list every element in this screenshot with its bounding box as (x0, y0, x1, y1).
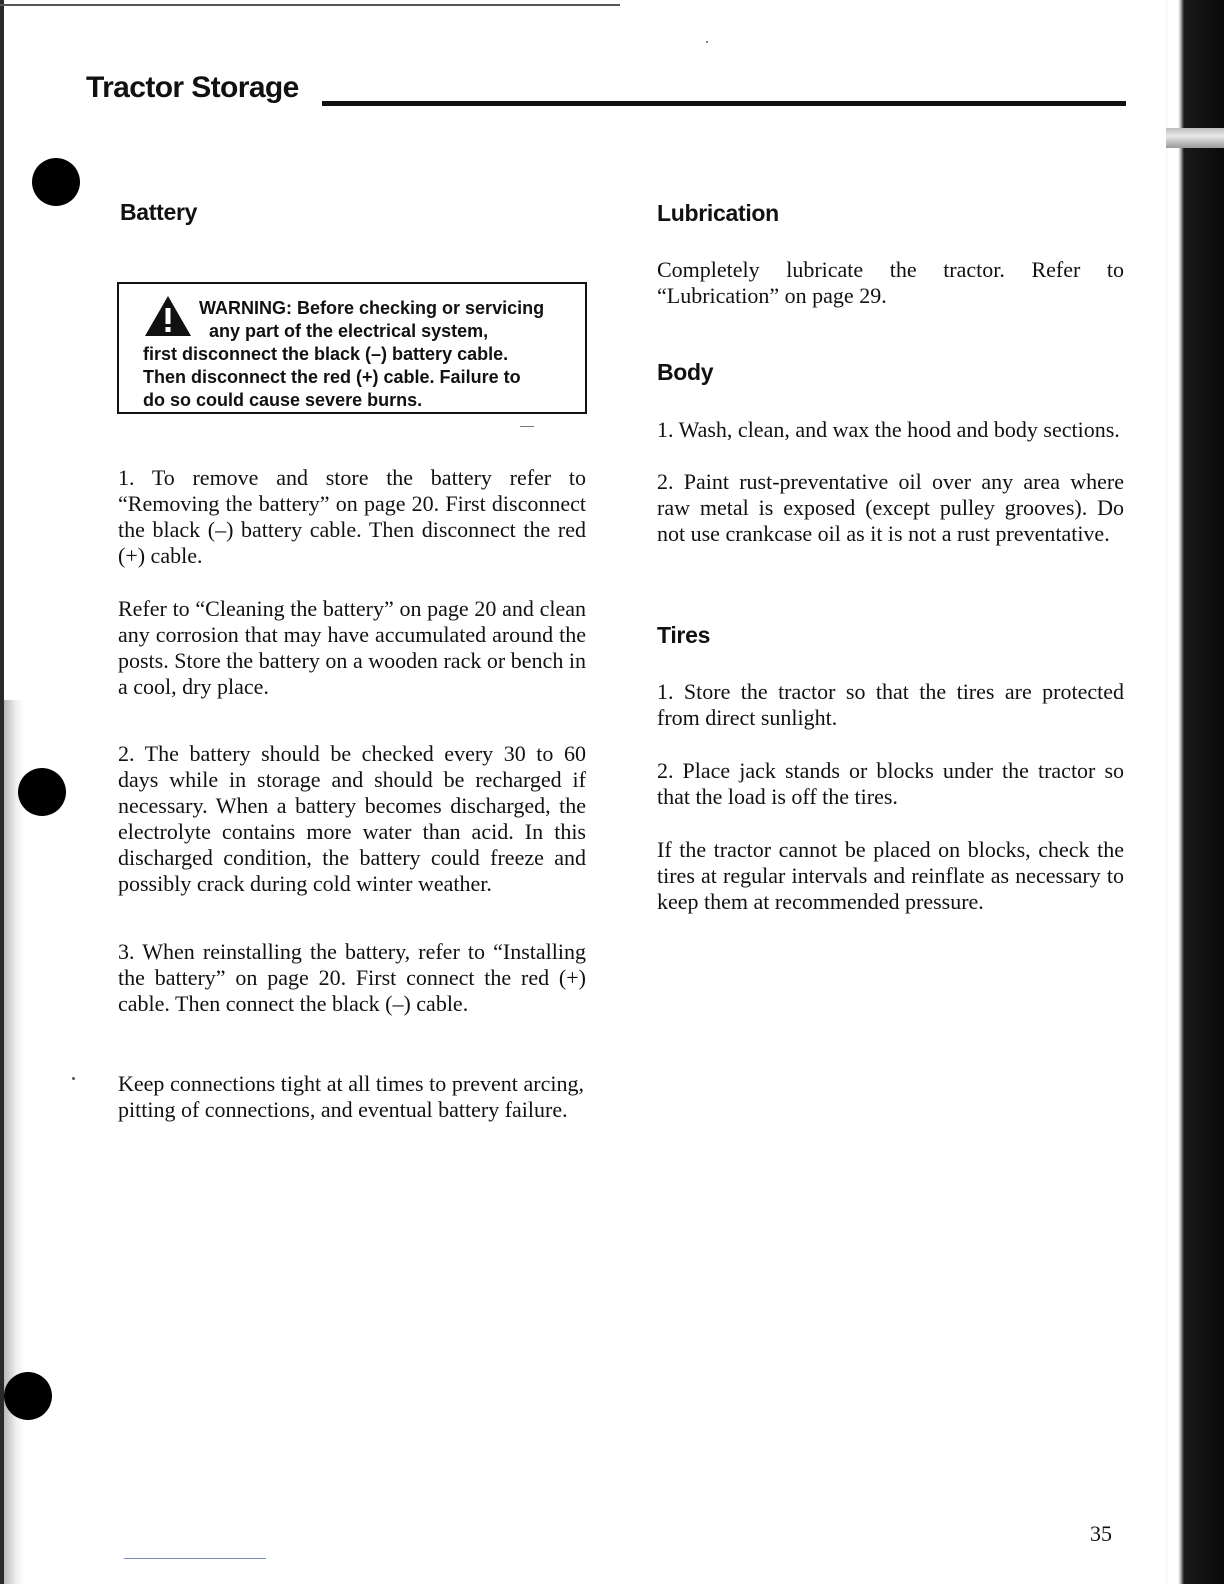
scan-shadow-left (4, 700, 24, 1584)
battery-paragraph-4: 3. When reinstalling the battery, refer to “Installing the battery” on page 20. First connect the red (+) cable. Then connect the black (–) cable. (118, 939, 586, 1016)
bottom-rule (124, 1558, 266, 1559)
warning-line-2: any part of the electrical system, (209, 321, 489, 341)
warning-line-4: Then disconnect the red (+) cable. Failure to (143, 367, 521, 387)
battery-paragraph-3: 2. The battery should be checked every 30 to 60 days while in storage and should be recharged if necessary. When a battery becomes discharged, the electrolyte contains more water than acid. In this discharged condition, the battery could freeze and possibly crack during cold winter weather. (118, 741, 586, 896)
tires-heading: Tires (657, 622, 711, 648)
lubrication-text: Completely lubricate the tractor. Refer to “Lubrication” on page 29. (657, 257, 1124, 308)
scan-speck (706, 41, 708, 43)
punch-hole-middle (18, 768, 66, 816)
body-heading: Body (657, 359, 714, 385)
title-rule (322, 101, 1126, 106)
punch-hole-top (32, 158, 80, 206)
scan-speck (72, 1077, 75, 1080)
body-item-1: 1. Wash, clean, and wax the hood and body sections. (657, 417, 1120, 442)
battery-heading: Battery (120, 199, 198, 225)
tires-item-2: 2. Place jack stands or blocks under the tractor so that the load is off the tires. (657, 758, 1124, 809)
warning-triangle-icon (143, 294, 193, 338)
page-title: Tractor Storage (86, 71, 299, 104)
warning-line-5: do so could cause severe burns. (143, 390, 423, 410)
battery-paragraph-1: 1. To remove and store the battery refer to “Removing the battery” on page 20. First disconnect the black (–) battery cable. Then disconnect the red (+) cable. (118, 465, 586, 568)
punch-hole-bottom (4, 1372, 52, 1420)
battery-paragraph-5: Keep connections tight at all times to prevent arcing, pitting of connections, and eventual battery failure. (118, 1071, 584, 1122)
warning-line-1: WARNING: Before checking or servicing (199, 298, 545, 318)
scan-edge-right (1166, 0, 1224, 1584)
tires-note: If the tractor cannot be placed on blocks, check the tires at regular intervals and reinflate as necessary to keep them at recommended pressure. (657, 837, 1124, 914)
lubrication-heading: Lubrication (657, 200, 779, 226)
scan-edge-right-notch (1166, 128, 1224, 148)
body-item-2: 2. Paint rust-preventative oil over any area where raw metal is exposed (except pulley grooves). Do not use crankcase oil as it is not a rust preventative. (657, 469, 1124, 546)
battery-paragraph-2: Refer to “Cleaning the battery” on page 20 and clean any corrosion that may have accumulated around the posts. Store the battery on a wooden rack or bench in a cool, dry place. (118, 596, 586, 699)
page-number: 35 (1090, 1521, 1112, 1546)
tires-item-1: 1. Store the tractor so that the tires are protected from direct sunlight. (657, 679, 1124, 730)
warning-line-3: first disconnect the black (–) battery cable. (143, 344, 509, 364)
scan-top-line (0, 4, 620, 6)
scan-dash (520, 426, 534, 427)
warning-box (117, 282, 587, 414)
